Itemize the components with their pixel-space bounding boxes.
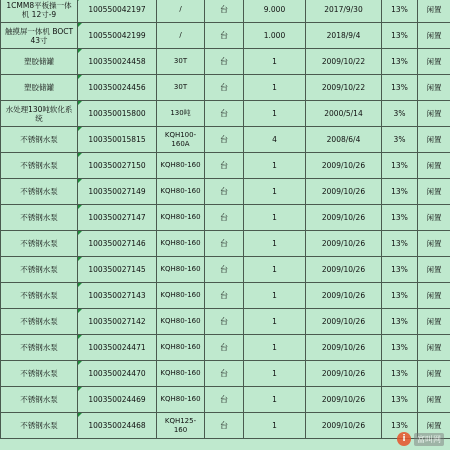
cell-quantity[interactable]: 1 [244,413,306,439]
cell-tax-rate[interactable]: 3% [382,101,418,127]
cell-status[interactable]: 闲置 [418,75,450,101]
cell-tax-rate[interactable]: 13% [382,309,418,335]
cell-model-spec[interactable]: / [157,23,205,49]
cell-quantity[interactable]: 1 [244,283,306,309]
cell-tax-rate[interactable]: 13% [382,413,418,439]
watermark-text: 富叫网 [414,433,444,446]
cell-asset-code[interactable]: 100350027143 [78,283,157,309]
table-row [1,23,450,49]
cell-asset-name[interactable] [1,361,78,387]
cell-quantity[interactable]: 1 [244,101,306,127]
cell-asset-name[interactable] [1,0,78,23]
cell-asset-code[interactable]: 100350024456 [78,75,157,101]
watermark-logo-icon: i [397,432,411,446]
cell-acquire-date[interactable]: 2009/10/26 [306,257,382,283]
cell-asset-name[interactable] [1,335,78,361]
table-row [1,205,450,231]
cell-acquire-date[interactable]: 2009/10/26 [306,231,382,257]
cell-model-spec[interactable]: KQH80-160 [157,309,205,335]
cell-status[interactable]: 闲置 [418,205,450,231]
cell-asset-code[interactable]: 100350015815 [78,127,157,153]
cell-status[interactable]: 闲置 [418,153,450,179]
cell-text: 不锈钢水泵 [20,343,58,352]
cell-model-spec[interactable]: 30T [157,75,205,101]
cell-tax-rate[interactable]: 13% [382,205,418,231]
cell-status[interactable]: 闲置 [418,23,450,49]
cell-asset-name[interactable] [1,309,78,335]
cell-asset-name[interactable] [1,205,78,231]
cell-tax-rate[interactable]: 13% [382,49,418,75]
cell-text: 不锈钢水泵 [20,395,58,404]
cell-status[interactable]: 闲置 [418,361,450,387]
cell-model-spec[interactable]: KQH80-160 [157,387,205,413]
cell-acquire-date[interactable]: 2009/10/26 [306,309,382,335]
table-row [1,49,450,75]
cell-asset-name[interactable] [1,231,78,257]
cell-text: 不锈钢水泵 [20,291,58,300]
cell-asset-code[interactable]: 100350027150 [78,153,157,179]
cell-status[interactable]: 闲置 [418,283,450,309]
table-row [1,127,450,153]
cell-unit[interactable]: 台 [205,387,244,413]
cell-acquire-date[interactable]: 2009/10/22 [306,49,382,75]
cell-asset-name[interactable] [1,101,78,127]
cell-status[interactable]: 闲置 [418,309,450,335]
table-row [1,413,450,439]
cell-quantity[interactable]: 1 [244,309,306,335]
cell-asset-name[interactable] [1,23,78,49]
table-row [1,257,450,283]
cell-model-spec[interactable]: KQH80-160 [157,179,205,205]
table-row [1,361,450,387]
cell-quantity[interactable]: 4 [244,127,306,153]
cell-acquire-date[interactable]: 2008/6/4 [306,127,382,153]
cell-asset-name[interactable] [1,49,78,75]
cell-text: 水处理130吨软化系统 [5,104,73,123]
cell-status[interactable]: 闲置 [418,387,450,413]
cell-asset-code[interactable]: 100350027146 [78,231,157,257]
cell-asset-code[interactable]: 100350015800 [78,101,157,127]
cell-model-spec[interactable]: KQH80-160 [157,335,205,361]
table-row [1,179,450,205]
cell-unit[interactable]: 台 [205,413,244,439]
watermark [397,432,444,446]
cell-asset-code[interactable]: 100350024468 [78,413,157,439]
cell-asset-code[interactable]: 100350024470 [78,361,157,387]
cell-quantity[interactable]: 1 [244,49,306,75]
cell-model-spec[interactable]: KQH80-160 [157,231,205,257]
cell-model-spec[interactable]: KQH80-160 [157,283,205,309]
cell-asset-code[interactable]: 100550042197 [78,0,157,23]
cell-text: 不锈钢水泵 [20,369,58,378]
cell-acquire-date[interactable]: 2009/10/26 [306,153,382,179]
cell-asset-code[interactable]: 100350024469 [78,387,157,413]
cell-unit[interactable]: 台 [205,49,244,75]
table-body [1,0,450,439]
cell-quantity[interactable]: 1 [244,179,306,205]
cell-text: 不锈钢水泵 [20,239,58,248]
cell-unit[interactable]: 台 [205,101,244,127]
cell-asset-name[interactable] [1,413,78,439]
cell-acquire-date[interactable]: 2018/9/4 [306,23,382,49]
table-row [1,231,450,257]
cell-tax-rate[interactable]: 13% [382,179,418,205]
cell-quantity[interactable]: 1 [244,387,306,413]
cell-model-spec[interactable]: KQH80-160 [157,257,205,283]
cell-status[interactable]: 闲置 [418,413,450,439]
cell-acquire-date[interactable]: 2009/10/26 [306,179,382,205]
cell-asset-code[interactable]: 100550042199 [78,23,157,49]
cell-unit[interactable]: 台 [205,23,244,49]
cell-text: 触摸屏一体机 BOCT 43寸 [4,26,74,45]
cell-quantity[interactable]: 1 [244,75,306,101]
cell-quantity[interactable]: 1 [244,205,306,231]
cell-quantity[interactable]: 9.000 [244,0,306,23]
cell-quantity[interactable]: 1 [244,153,306,179]
cell-unit[interactable]: 台 [205,205,244,231]
cell-unit[interactable]: 台 [205,335,244,361]
cell-model-spec[interactable]: KQH125-160 [157,413,205,439]
cell-text: 1CMM8平板操一体机 12寸-9 [6,0,72,19]
cell-status[interactable]: 闲置 [418,49,450,75]
cell-unit[interactable]: 台 [205,309,244,335]
cell-asset-name[interactable] [1,127,78,153]
cell-acquire-date[interactable]: 2009/10/26 [306,387,382,413]
cell-asset-name[interactable] [1,75,78,101]
cell-unit[interactable]: 台 [205,0,244,23]
cell-unit[interactable]: 台 [205,361,244,387]
cell-tax-rate[interactable]: 13% [382,335,418,361]
cell-quantity[interactable]: 1 [244,231,306,257]
cell-unit[interactable]: 台 [205,127,244,153]
cell-text: 不锈钢水泵 [20,421,58,430]
cell-model-spec[interactable]: / [157,0,205,23]
cell-tax-rate[interactable]: 13% [382,387,418,413]
table-row [1,387,450,413]
cell-text: 不锈钢水泵 [20,135,58,144]
cell-unit[interactable]: 台 [205,179,244,205]
table-row [1,101,450,127]
cell-quantity[interactable]: 1 [244,257,306,283]
cell-text: 不锈钢水泵 [20,187,58,196]
cell-acquire-date[interactable]: 2009/10/26 [306,413,382,439]
cell-tax-rate[interactable]: 13% [382,23,418,49]
cell-model-spec[interactable]: KQH80-160 [157,153,205,179]
cell-tax-rate[interactable]: 13% [382,361,418,387]
table-row [1,335,450,361]
cell-model-spec[interactable]: KQH100-160A [157,127,205,153]
cell-asset-name[interactable] [1,153,78,179]
table-row [1,0,450,23]
cell-asset-name[interactable] [1,283,78,309]
cell-text: 塑胶储罐 [24,57,54,66]
cell-model-spec[interactable]: KQH80-160 [157,361,205,387]
table-row [1,309,450,335]
cell-asset-code[interactable]: 100350027149 [78,179,157,205]
cell-acquire-date[interactable]: 2009/10/26 [306,361,382,387]
cell-model-spec[interactable]: KQH80-160 [157,205,205,231]
cell-status[interactable]: 闲置 [418,257,450,283]
cell-status[interactable]: 闲置 [418,335,450,361]
cell-acquire-date[interactable]: 2000/5/14 [306,101,382,127]
cell-text: 不锈钢水泵 [20,213,58,222]
cell-status[interactable]: 闲置 [418,231,450,257]
cell-unit[interactable]: 台 [205,257,244,283]
cell-unit[interactable]: 台 [205,231,244,257]
cell-unit[interactable]: 台 [205,153,244,179]
cell-unit[interactable]: 台 [205,283,244,309]
cell-acquire-date[interactable]: 2009/10/26 [306,283,382,309]
cell-status[interactable]: 闲置 [418,127,450,153]
cell-text: 不锈钢水泵 [20,161,58,170]
cell-model-spec[interactable]: 30T [157,49,205,75]
cell-text: 不锈钢水泵 [20,317,58,326]
cell-tax-rate[interactable]: 13% [382,75,418,101]
cell-asset-name[interactable] [1,179,78,205]
cell-acquire-date[interactable]: 2009/10/26 [306,205,382,231]
cell-tax-rate[interactable]: 3% [382,127,418,153]
cell-status[interactable]: 闲置 [418,101,450,127]
table-row [1,283,450,309]
cell-asset-code[interactable]: 100350024471 [78,335,157,361]
cell-tax-rate[interactable]: 13% [382,231,418,257]
cell-asset-code[interactable]: 100350024458 [78,49,157,75]
cell-asset-name[interactable] [1,387,78,413]
cell-quantity[interactable]: 1 [244,361,306,387]
cell-acquire-date[interactable]: 2009/10/26 [306,335,382,361]
cell-status[interactable]: 闲置 [418,0,450,23]
cell-text: 塑胶储罐 [24,83,54,92]
cell-tax-rate[interactable]: 13% [382,153,418,179]
cell-unit[interactable]: 台 [205,75,244,101]
cell-quantity[interactable]: 1.000 [244,23,306,49]
cell-asset-code[interactable]: 100350027145 [78,257,157,283]
cell-acquire-date[interactable]: 2017/9/30 [306,0,382,23]
cell-status[interactable]: 闲置 [418,179,450,205]
cell-acquire-date[interactable]: 2009/10/22 [306,75,382,101]
cell-asset-name[interactable] [1,257,78,283]
cell-asset-code[interactable]: 100350027142 [78,309,157,335]
cell-tax-rate[interactable]: 13% [382,0,418,23]
cell-text: 不锈钢水泵 [20,265,58,274]
cell-asset-code[interactable]: 100350027147 [78,205,157,231]
cell-tax-rate[interactable]: 13% [382,257,418,283]
cell-model-spec[interactable]: 130吨 [157,101,205,127]
cell-quantity[interactable]: 1 [244,335,306,361]
table-row [1,75,450,101]
cell-tax-rate[interactable]: 13% [382,283,418,309]
table-row [1,153,450,179]
